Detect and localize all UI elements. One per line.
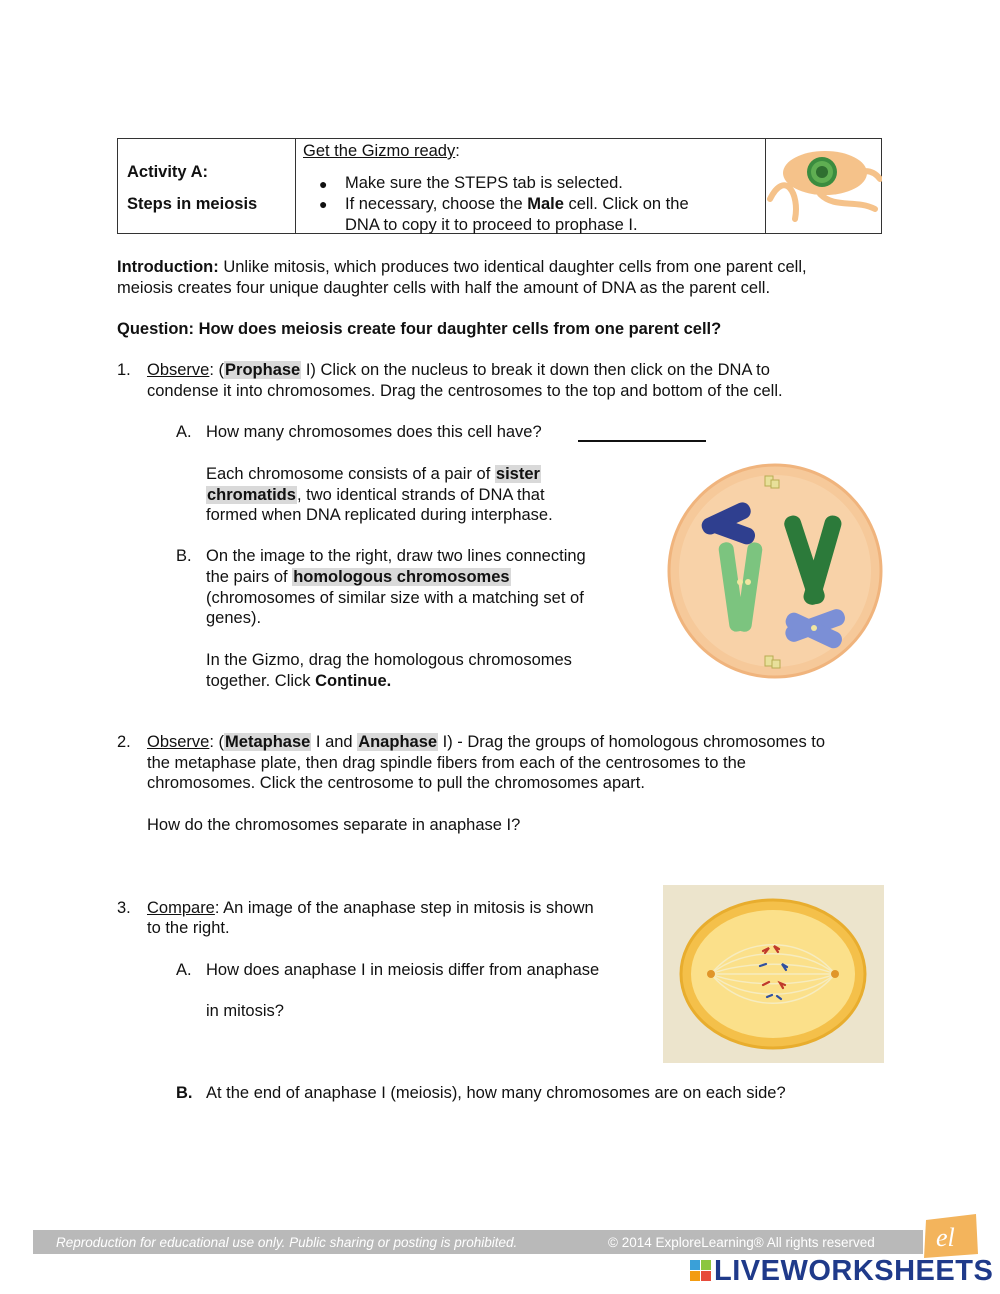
q1-line-2: condense it into chromosomes. Drag the centrosomes to the top and bottom of the cell. — [147, 382, 783, 400]
q1a-letter: A. — [176, 423, 192, 441]
footer-reproduction-notice: Reproduction for educational use only. Public sharing or posting is prohibited. — [56, 1235, 518, 1250]
cell-thumbnail-cell — [765, 139, 882, 233]
q3-number: 3. — [117, 899, 131, 917]
activity-setup-cell — [295, 139, 766, 233]
q3a-line-1: How does anaphase I in meiosis differ from anaphase — [206, 961, 600, 979]
activity-label-cell — [118, 139, 296, 233]
q2-line-1: Observe: (Metaphase I and Anaphase I) - Drag the groups of homologous chromosomes to — [147, 733, 826, 751]
q1a-answer-blank[interactable] — [578, 440, 706, 442]
footer-copyright: © 2014 ExploreLearning® All rights reserved — [608, 1235, 875, 1250]
q1b-line-1: On the image to the right, draw two lines connecting — [206, 547, 586, 565]
sister-line-1: Each chromosome consists of a pair of sister — [206, 465, 540, 483]
q1-line-1: Observe: (Prophase I) Click on the nucleus to break it down then click on the DNA to — [147, 361, 770, 379]
q2-line-2: the metaphase plate, then drag spindle fibers from each of the centrosomes to the — [147, 754, 746, 772]
bullet-dot: ● — [319, 176, 328, 192]
setup-heading: Get the Gizmo ready: — [303, 142, 460, 160]
activity-title: Steps in meiosis — [127, 195, 258, 213]
bullet-dot: ● — [319, 196, 328, 212]
q1b-line-2: the pairs of homologous chromosomes — [206, 568, 510, 586]
sister-line-3: formed when DNA replicated during interphase. — [206, 506, 553, 524]
mitosis-anaphase-image — [663, 885, 884, 1063]
q3b-text: At the end of anaphase I (meiosis), how many chromosomes are on each side? — [206, 1084, 786, 1102]
intro-line-2: meiosis creates four unique daughter cells with half the amount of DNA as the parent cell. — [117, 279, 771, 297]
gizmo-line-2: together. Click Continue. — [206, 672, 392, 690]
q1b-line-4: genes). — [206, 609, 262, 627]
chromosome-cell-image[interactable] — [664, 462, 886, 680]
main-question: Question: How does meiosis create four daughter cells from one parent cell? — [117, 320, 722, 338]
q3b-letter: B. — [176, 1084, 193, 1102]
setup-bullet-1: Make sure the STEPS tab is selected. — [345, 174, 623, 192]
gizmo-line-1: In the Gizmo, drag the homologous chromosomes — [206, 651, 572, 669]
activity-table — [117, 138, 882, 234]
intro-line-1: Introduction: Unlike mitosis, which produces two identical daughter cells from one parent cell, — [117, 258, 807, 276]
svg-text:el: el — [936, 1223, 955, 1252]
q1-number: 1. — [117, 361, 131, 379]
q3a-line-2: in mitosis? — [206, 1002, 284, 1020]
q2-prompt: How do the chromosomes separate in anaphase I? — [147, 816, 521, 834]
q2-number: 2. — [117, 733, 131, 751]
q1a-text: How many chromosomes does this cell have? — [206, 423, 542, 441]
setup-bullet-2: If necessary, choose the Male cell. Click on the — [345, 195, 689, 213]
q2-line-3: chromosomes. Click the centrosome to pull the chromosomes apart. — [147, 774, 645, 792]
sperm-cell-image — [765, 139, 882, 233]
q3-line-1: Compare: An image of the anaphase step in mitosis is shown — [147, 899, 594, 917]
setup-bullet-2-cont: DNA to copy it to proceed to prophase I. — [345, 216, 638, 234]
liveworksheets-logo-icon — [690, 1260, 712, 1282]
liveworksheets-brand[interactable]: LIVEWORKSHEETS — [714, 1255, 994, 1287]
q3a-letter: A. — [176, 961, 192, 979]
q3-line-2: to the right. — [147, 919, 230, 937]
q1b-letter: B. — [176, 547, 192, 565]
activity-label: Activity A: — [127, 163, 208, 181]
sister-line-2: chromatids, two identical strands of DNA that — [207, 486, 545, 504]
q1b-line-3: (chromosomes of similar size with a matching set of — [206, 589, 584, 607]
